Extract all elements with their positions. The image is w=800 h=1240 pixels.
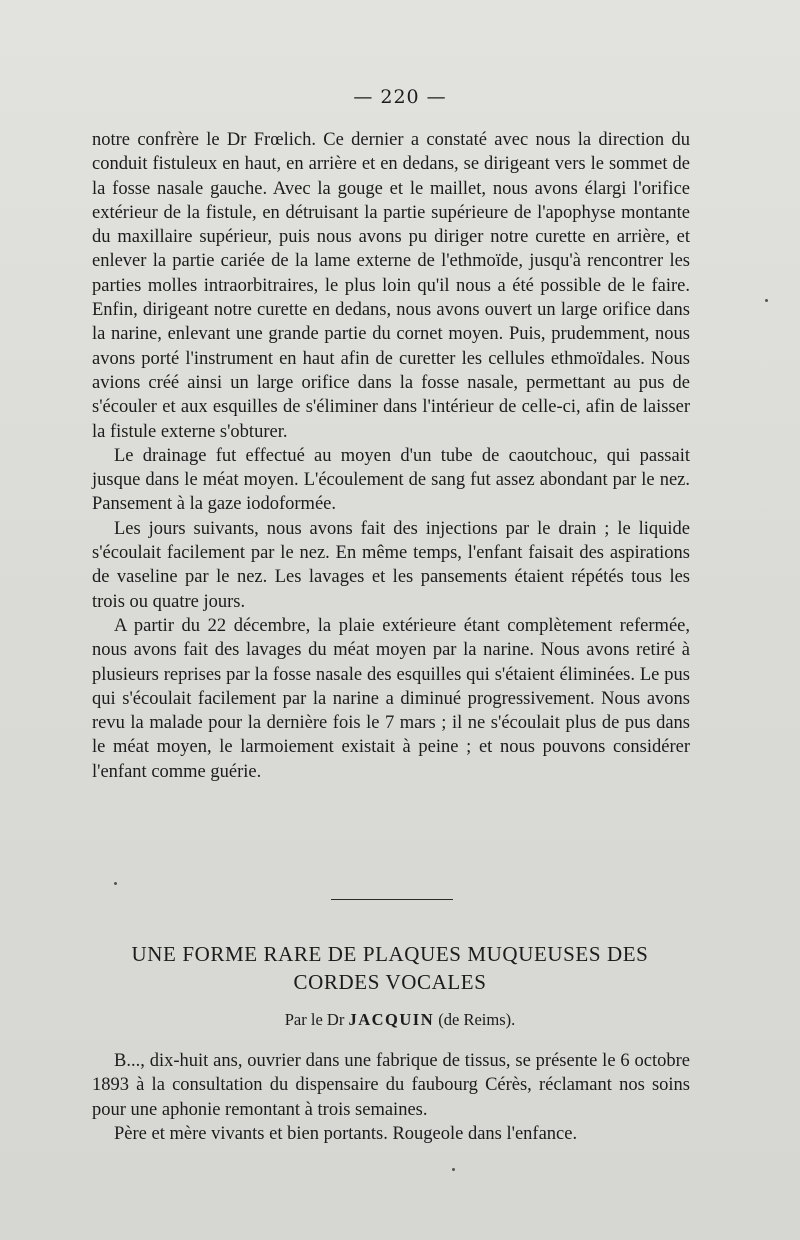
print-speck — [452, 1168, 455, 1171]
author-name: JACQUIN — [348, 1010, 435, 1029]
paragraph: Le drainage fut effectué au moyen d'un tube de caoutchouc, qui passait jusque dans le méat moyen. L'écoulement de sang fut assez abondant par le nez. Pansement à la gaze iodoformée. — [92, 445, 690, 515]
paragraph: Père et mère vivants et bien portants. Rougeole dans l'enfance. — [114, 1123, 578, 1144]
paragraph: notre confrère le Dr Frœlich. Ce dernier a constaté avec nous la direction du conduit fistuleux en haut, en arrière et en dedans, se dirigeant vers le sommet de la fosse nasale gauche. Avec la gouge et le maillet, nous avons élargi l'orifice extérieur de la fistule, en détruisant la partie supérieure de l'apophyse montante du maxillaire supérieur, puis nous avons pu diriger notre curette en arrière, et enlever la partie cariée de la lame externe de l'ethmoïde, jusqu'à rencontrer les parties molles intraorbitraires, le plus loin qu'il nous a été possible de le faire. Enfin, dirigeant notre curette en dedans, nous avons ouvert un large orifice dans la narine, enlevant une grande partie du cornet moyen. Puis, prudemment, nous avons porté l'instrument en haut afin de curetter les cellules ethmoïdales. Nous avions créé ainsi un large orifice dans la fosse nasale, permettant au pus de s'écouler et aux esquilles de s'éliminer dans l'intérieur de celle-ci, afin de laisser la fistule externe s'obturer. — [92, 130, 690, 442]
previous-article-text — [92, 128, 690, 784]
page-number-header: — 220 — — [353, 86, 447, 108]
section-divider — [331, 899, 453, 900]
article-title-line: UNE FORME RARE DE PLAQUES MUQUEUSES DES — [131, 942, 649, 966]
print-speck — [114, 882, 117, 885]
paragraph: B..., dix-huit ans, ouvrier dans une fabrique de tissus, se présente le 6 octobre 1893 à la consultation du dispensaire du faubourg Cérès, réclamant nos soins pour une aphonie remontant à trois semaines. — [92, 1051, 690, 1120]
print-speck — [765, 299, 768, 302]
paragraph: A partir du 22 décembre, la plaie extérieure étant complètement refermée, nous avons fait des lavages du méat moyen par la narine. Nous avons retiré à plusieurs reprises par la fosse nasale des esquilles qui s'étaient éliminées. Le pus qui s'écoulait facilement par la narine a diminué progressivement. Nous avons revu la malade pour la dernière fois le 7 mars ; il ne s'écoulait plus de pus dans le méat moyen, le larmoiement existait à peine ; et nous pouvons considérer l'enfant comme guérie. — [92, 615, 690, 782]
article-title-line: CORDES VOCALES — [293, 970, 487, 994]
byline-prefix: Par le Dr — [284, 1010, 345, 1029]
paragraph: Les jours suivants, nous avons fait des injections par le drain ; le liquide s'écoulait facilement par le nez. En même temps, l'enfant faisait des aspirations de vaseline par le nez. Les lavages et les pansements étaient répétés tous les trois ou quatre jours. — [92, 518, 690, 612]
article-title — [80, 940, 700, 996]
article-byline — [0, 1010, 800, 1030]
byline-affiliation: (de Reims). — [438, 1010, 516, 1029]
article-text — [92, 1049, 690, 1146]
